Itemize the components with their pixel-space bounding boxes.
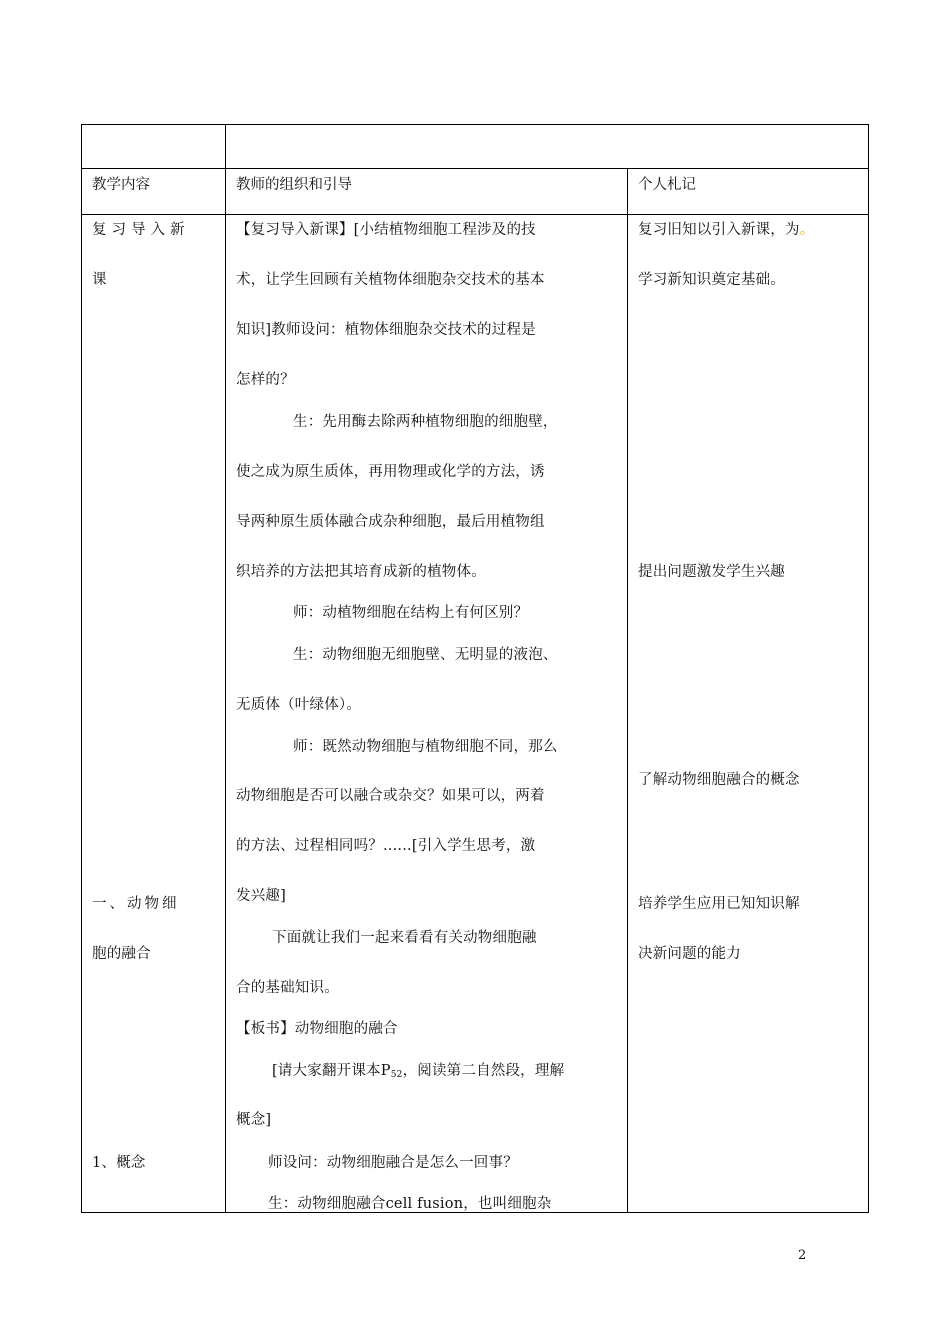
middle-line-7: 导两种原生质体融合成杂种细胞，最后用植物组	[236, 514, 545, 530]
page-reference-subscript: 52	[390, 1070, 403, 1080]
middle-line-22: 生：动物细胞融合cell fusion，也叫细胞杂	[268, 1196, 552, 1212]
right-note-2: 学习新知识奠定基础。	[638, 272, 785, 288]
table-left-border	[81, 124, 82, 1213]
right-note-5: 培养学生应用已知知识解	[638, 896, 800, 912]
left-concept: 1、概念	[92, 1155, 146, 1171]
middle-line-5: 生：先用酶去除两种植物细胞的细胞壁，	[293, 414, 558, 430]
middle-line-3: 知识]教师设问：植物体细胞杂交技术的过程是	[236, 322, 536, 338]
middle-line-2: 术，让学生回顾有关植物体细胞杂交技术的基本	[236, 272, 545, 288]
left-review-line2: 课	[92, 272, 107, 288]
middle-line-21: 师设问：动物细胞融合是怎么一回事？	[268, 1155, 518, 1171]
right-note-4: 了解动物细胞融合的概念	[638, 772, 800, 788]
table-right-border	[868, 124, 869, 1213]
table-row-divider	[81, 168, 869, 169]
left-section1-line1: 一、动物细	[92, 896, 180, 912]
table-top-border	[81, 124, 869, 125]
table-header-divider	[81, 214, 869, 215]
table-col-divider-2	[627, 168, 628, 1213]
middle-line-17: 合的基础知识。	[236, 980, 339, 996]
middle-line-12: 师：既然动物细胞与植物细胞不同，那么	[293, 739, 558, 755]
middle-line-6: 使之成为原生质体，再用物理或化学的方法，诱	[236, 464, 545, 480]
middle-line-11: 无质体（叶绿体）。	[236, 697, 362, 713]
middle-line-18: 【板书】动物细胞的融合	[236, 1021, 398, 1037]
right-note-1	[638, 218, 814, 239]
header-teaching-content: 教学内容	[92, 177, 150, 193]
left-review-line1: 复习导入新	[92, 222, 190, 238]
header-teacher-guidance: 教师的组织和引导	[236, 177, 352, 193]
page-number: 2	[798, 1248, 807, 1263]
middle-line-13: 动物细胞是否可以融合或杂交？如果可以，两着	[236, 788, 545, 804]
header-personal-notes: 个人札记	[638, 177, 696, 193]
right-note-3: 提出问题激发学生兴趣	[638, 564, 785, 580]
middle-line-8: 织培养的方法把其培育成新的植物体。	[236, 564, 486, 580]
middle-line-16: 下面就让我们一起来看看有关动物细胞融	[272, 930, 537, 946]
middle-line-20: 概念]	[236, 1112, 272, 1128]
middle-line-10: 生：动物细胞无细胞壁、无明显的液泡、	[293, 647, 558, 663]
middle-line-19	[272, 1059, 564, 1080]
left-section1-line2: 胞的融合	[92, 946, 151, 962]
middle-line-4: 怎样的？	[236, 372, 295, 388]
table-col-divider-1	[225, 124, 226, 1213]
middle-line-19-suffix: ，阅读第二自然段，理解	[402, 1063, 565, 1079]
right-note-1-text: 复习旧知以引入新课，为	[638, 222, 800, 238]
middle-line-19-prefix: [请大家翻开课本P	[272, 1063, 391, 1079]
middle-line-1: 【复习导入新课】[小结植物细胞工程涉及的技	[236, 222, 536, 238]
middle-line-15: 发兴趣]	[236, 888, 286, 904]
right-note-6: 决新问题的能力	[638, 946, 741, 962]
right-note-1-mark: 。	[799, 222, 815, 238]
middle-line-9: 师：动植物细胞在结构上有何区别？	[293, 605, 529, 621]
middle-line-14: 的方法、过程相同吗？......[引入学生思考，激	[236, 838, 536, 854]
